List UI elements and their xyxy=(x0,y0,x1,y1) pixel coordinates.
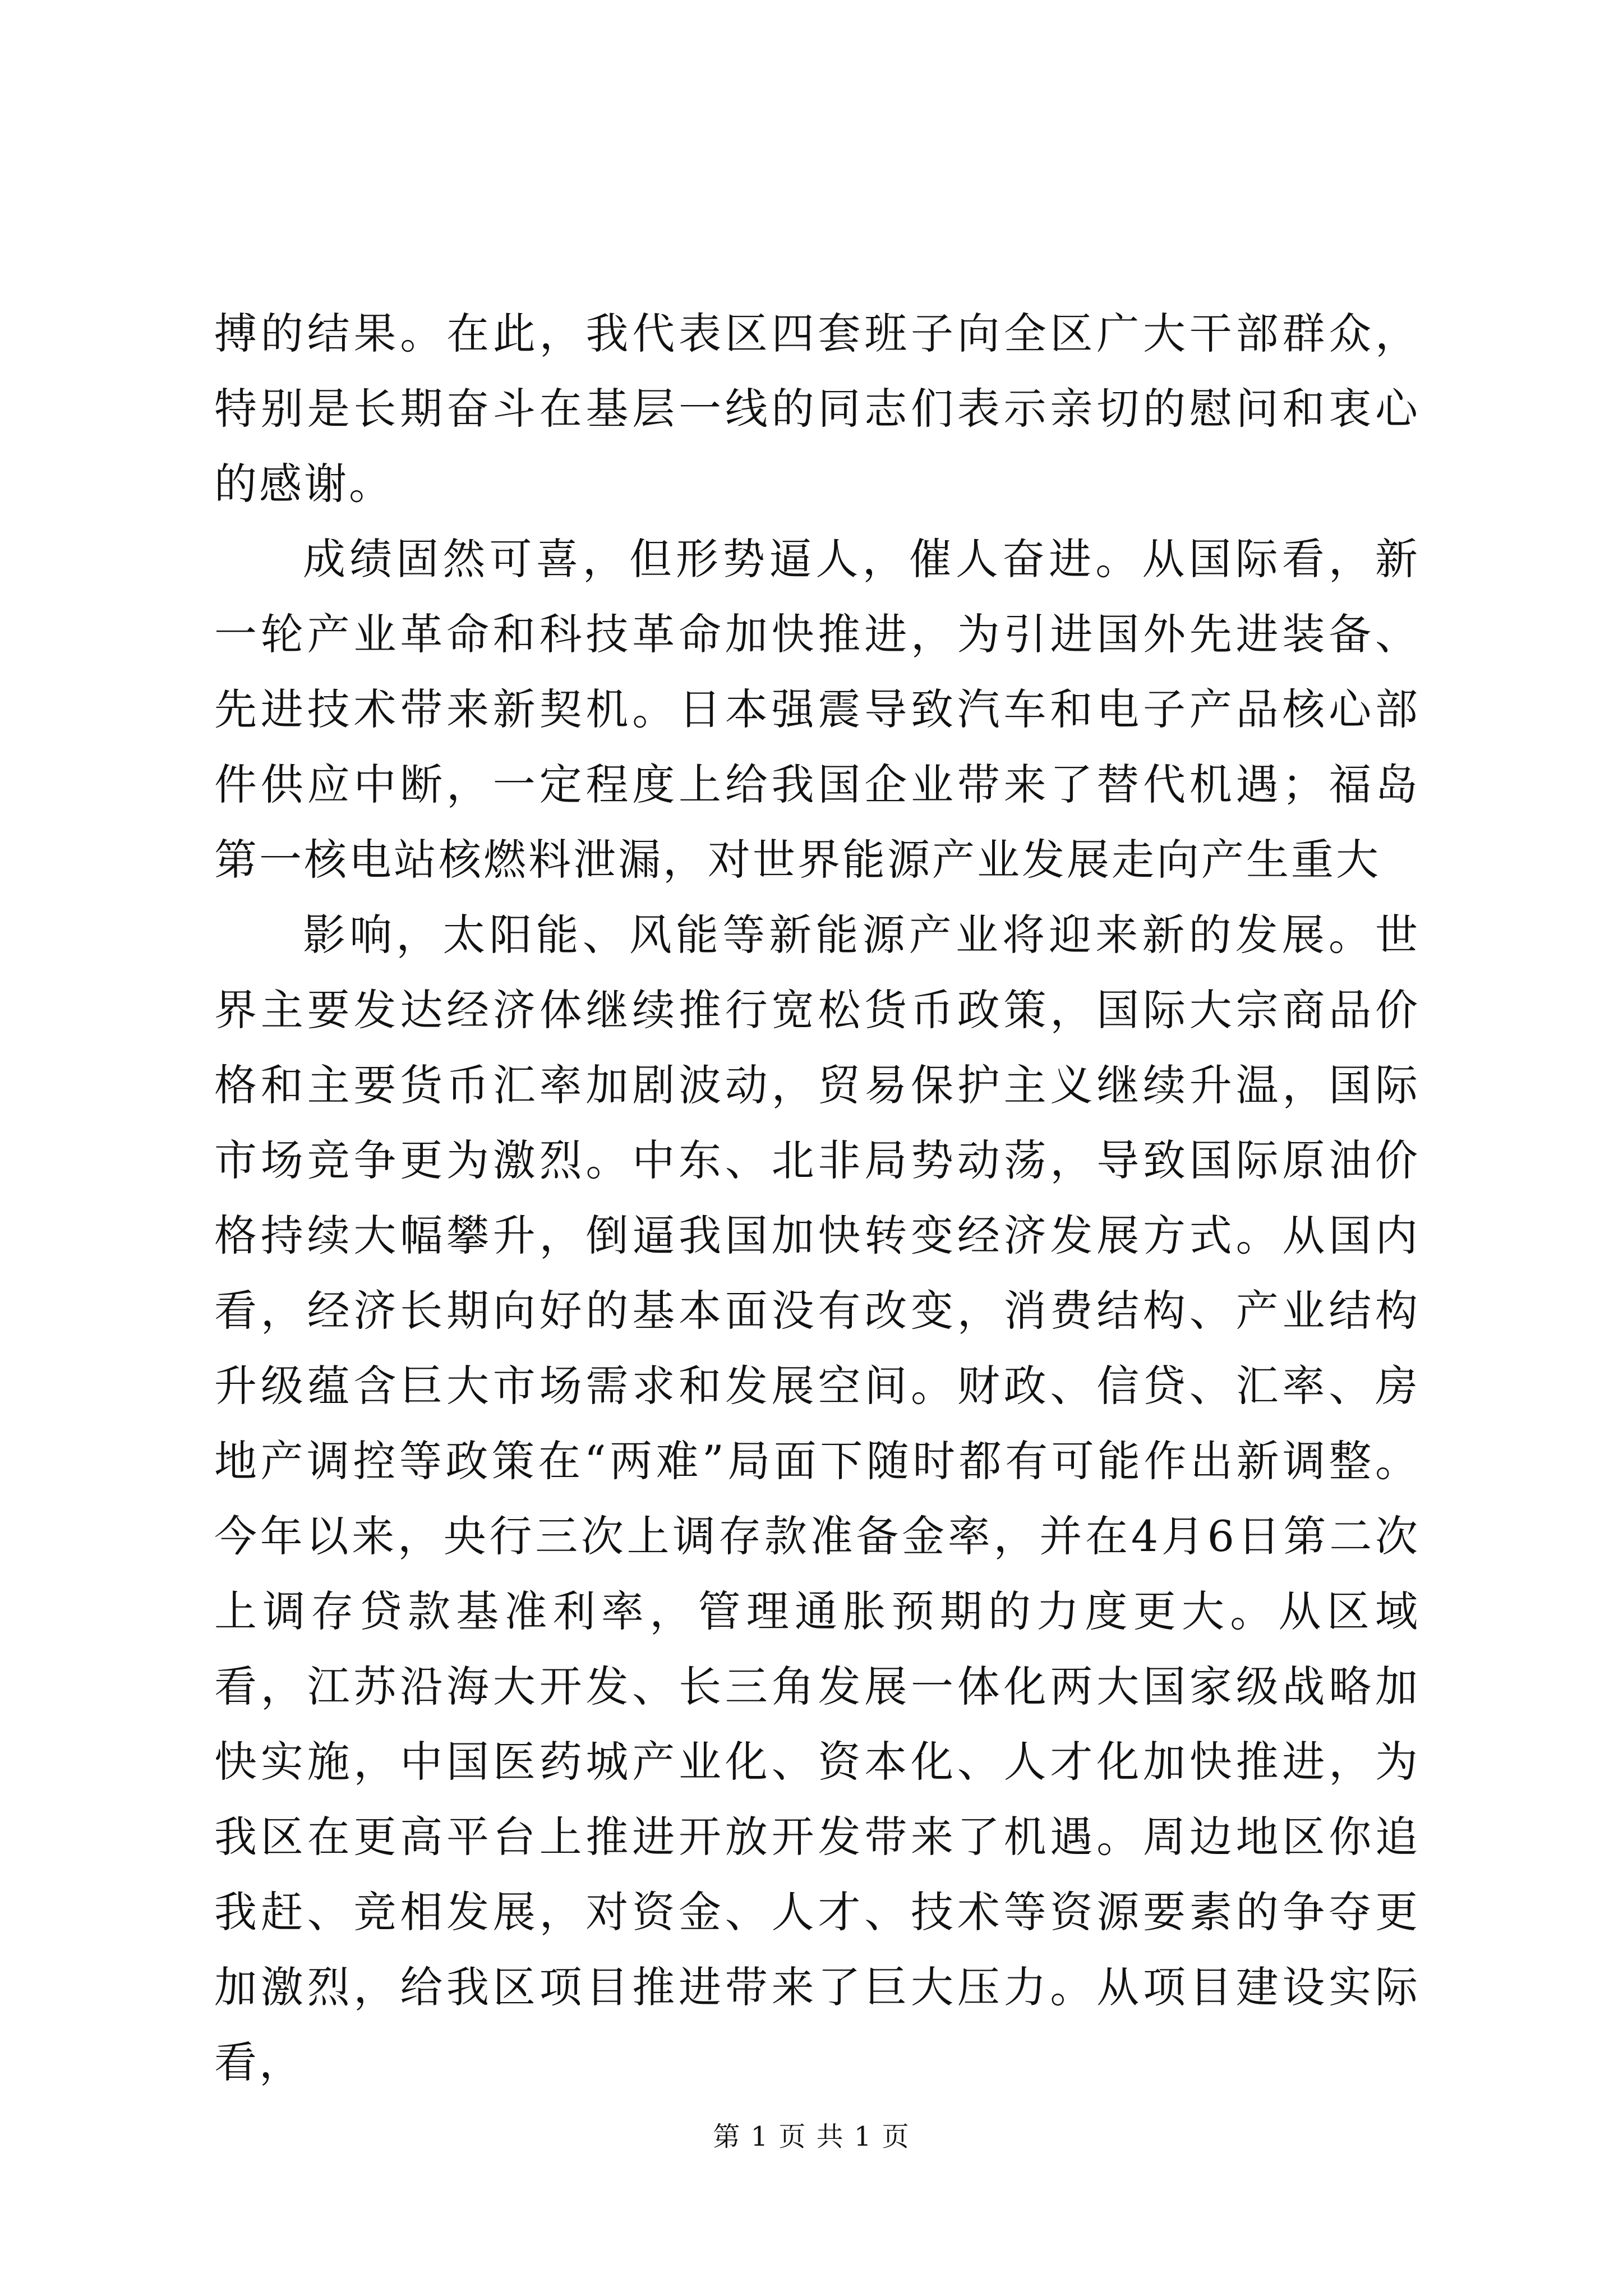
paragraph-3: 影响，太阳能、风能等新能源产业将迎来新的发展。世界主要发达经济体继续推行宽松货币政策，国际大宗商品价格和主要货币汇率加剧波动，贸易保护主义继续升温，国际市场竞争更为激烈。中东、北非局势动荡，导致国际原油价格持续大幅攀升，倒逼我国加快转变经济发展方式。从国内看，经济长期向好的基本面没有改变，消费结构、产业结构升级蕴含巨大市场需求和发展空间。财政、信贷、汇率、房地产调控等政策在“两难”局面下随时都有可能作出新调整。今年以来，央行三次上调存款准备金率，并在4月6日第二次上调存贷款基准利率，管理通胀预期的力度更大。从区域看，江苏沿海大开发、长三角发展一体化两大国家级战略加快实施，中国医药城产业化、资本化、人才化加快推进，为我区在更高平台上推进开放开发带来了机遇。周边地区你追我赶、竞相发展，对资金、人才、技术等资源要素的争夺更加激烈，给我区项目推进带来了巨大压力。从项目建设实际看， xyxy=(214,910,1420,2087)
document-body xyxy=(214,296,1420,2100)
paragraph-2: 成绩固然可喜，但形势逼人，催人奋进。从国际看，新一轮产业革命和科技革命加快推进，为引进国外先进装备、先进技术带来新契机。日本强震导致汽车和电子产品核心部件供应中断，一定程度上给我国企业带来了替代机遇；福岛第一核电站核燃料泄漏，对世界能源产业发展走向产生重大 xyxy=(214,534,1420,885)
paragraph-1: 搏的结果。在此，我代表区四套班子向全区广大干部群众，特别是长期奋斗在基层一线的同志们表示亲切的慰问和衷心的感谢。 xyxy=(214,309,1420,509)
page-footer: 第 1 页 共 1 页 xyxy=(713,2121,910,2152)
